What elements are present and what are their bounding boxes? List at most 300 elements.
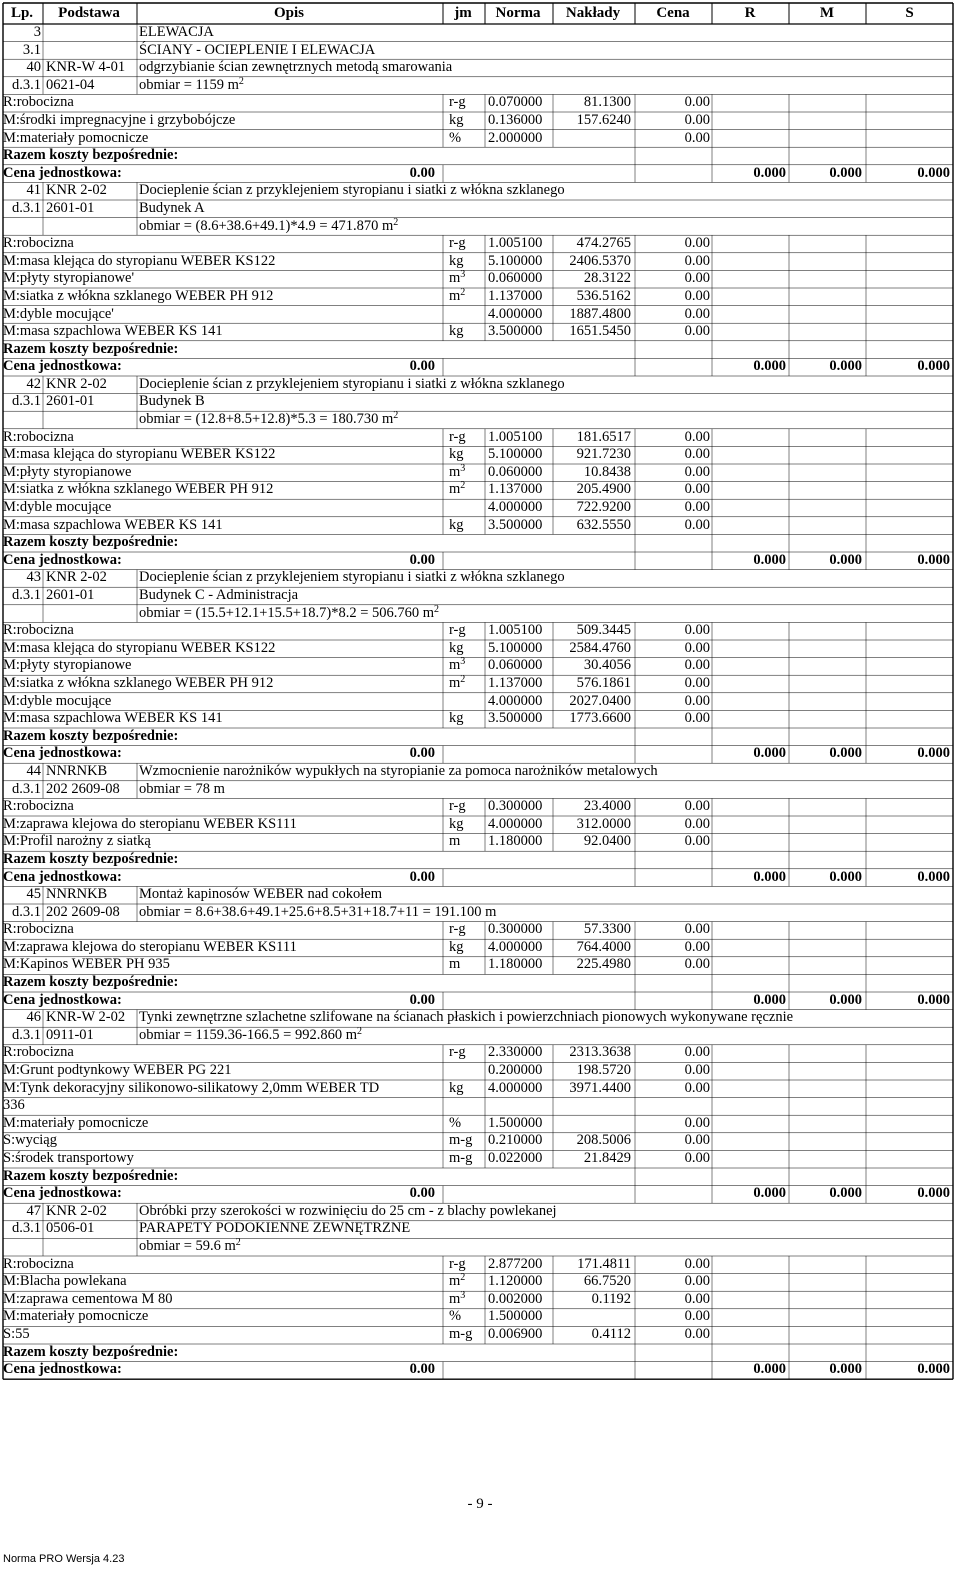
- resource-norm: [488, 798, 542, 816]
- position-description: [139, 411, 398, 429]
- resource-name: [3, 675, 273, 693]
- resource-norm: [488, 939, 542, 957]
- resource-row: [3, 1256, 953, 1274]
- resource-norm-text: 1.180000: [488, 956, 543, 973]
- position-lp: [3, 904, 41, 922]
- unit-price-label: [3, 165, 122, 183]
- resource-price-text: 0.00: [684, 323, 710, 340]
- cost-estimate-table: [3, 3, 953, 1379]
- resource-amount-text: 722.9200: [576, 499, 631, 516]
- resource-norm-text: 1.500000: [488, 1114, 543, 1131]
- unit-price-label-text: Cena jednostkowa:: [3, 868, 122, 885]
- position-description: [139, 763, 658, 781]
- resource-norm: [488, 921, 542, 939]
- resource-name-text: R:robocizna: [3, 94, 74, 111]
- resource-amount: [553, 833, 631, 851]
- resource-amount-text: 576.1861: [576, 674, 631, 691]
- unit-price-total-text: 0.00: [409, 1185, 435, 1202]
- resource-unit: [449, 622, 466, 640]
- resource-row: [3, 499, 953, 517]
- resource-unit: [449, 288, 465, 306]
- resource-norm-text: 0.136000: [488, 111, 543, 128]
- unit-price-s: [866, 165, 950, 183]
- resource-price-text: 0.00: [684, 446, 710, 463]
- resource-name: [3, 1308, 148, 1326]
- resource-price: [638, 253, 710, 271]
- resource-norm-text: 4.000000: [488, 692, 543, 709]
- position-description-text: Montaż kapinosów WEBER nad cokołem: [139, 886, 382, 903]
- resource-amount-text: 474.2765: [576, 235, 631, 252]
- resource-norm: [488, 675, 542, 693]
- position-row: [3, 182, 953, 200]
- resource-unit-superscript: 2: [460, 286, 466, 298]
- unit-price-label-text: Cena jednostkowa:: [3, 551, 122, 568]
- header-s: S: [905, 5, 914, 21]
- resource-amount-text: 57.3300: [583, 921, 631, 938]
- position-basis-text: 0621-04: [46, 76, 95, 93]
- chapter-number: [3, 24, 41, 42]
- direct-costs-label-text: Razem koszty bezpośrednie:: [3, 340, 179, 357]
- unit-price-total: [333, 745, 435, 763]
- resource-row: [3, 956, 953, 974]
- resource-price: [638, 798, 710, 816]
- position-basis: [46, 1027, 94, 1045]
- resource-amount: [553, 446, 631, 464]
- resource-norm: [488, 1132, 542, 1150]
- position-lp-text: d.3.1: [12, 1026, 41, 1043]
- resource-price: [638, 306, 710, 324]
- resource-price-text: 0.00: [684, 1150, 710, 1166]
- position-basis-text: 2601-01: [46, 393, 95, 410]
- position-basis-text: 0911-01: [46, 1026, 94, 1043]
- position-description: [139, 1238, 241, 1256]
- resource-row: [3, 816, 953, 834]
- resource-price-text: 0.00: [684, 921, 710, 938]
- resource-unit: [449, 323, 464, 341]
- unit-price-s: [866, 992, 950, 1010]
- unit-price-m-text: 0.000: [829, 991, 862, 1008]
- unit-price-r-text: 0.000: [753, 164, 786, 181]
- resource-unit-text: kg: [449, 323, 464, 340]
- resource-unit-text: m: [449, 287, 461, 304]
- resource-amount-text: 3971.4400: [569, 1079, 631, 1096]
- resource-row: [3, 517, 953, 535]
- resource-row: [3, 1080, 953, 1098]
- resource-amount-text: 181.6517: [576, 428, 631, 445]
- position-row: [3, 393, 953, 411]
- position-basis-text: 202 2609-08: [46, 780, 120, 797]
- position-description: [139, 781, 225, 799]
- position-description-text: obmiar = 8.6+38.6+49.1+25.6+8.5+31+18.7+11 = 191.100 m: [139, 903, 497, 920]
- resource-row: [3, 1273, 953, 1291]
- resource-name-text: M:siatka z włókna szklanego WEBER PH 912: [3, 287, 274, 304]
- direct-costs-label-text: Razem koszty bezpośrednie:: [3, 1343, 179, 1360]
- position-description-superscript: 2: [357, 1025, 362, 1037]
- unit-price-r-text: 0.000: [753, 991, 786, 1008]
- direct-costs-label-text: Razem koszty bezpośrednie:: [3, 727, 179, 744]
- table-body: [3, 24, 953, 1379]
- resource-price: [638, 130, 710, 148]
- resource-amount-text: 2313.3638: [569, 1044, 631, 1061]
- resource-name-text: M:zaprawa cementowa M 80: [3, 1290, 173, 1307]
- header-m: M: [819, 5, 835, 21]
- resource-amount: [553, 657, 631, 675]
- resource-name: [3, 112, 235, 130]
- resource-unit-text: r-g: [449, 1044, 466, 1061]
- direct-costs-label: [3, 341, 178, 359]
- unit-price-s-text: 0.000: [917, 358, 950, 375]
- position-description-text: obmiar = (8.6+38.6+49.1)*4.9 = 471.870 m: [139, 217, 394, 234]
- resource-amount: [553, 270, 631, 288]
- unit-price-row: [3, 869, 953, 887]
- resource-unit-superscript: 3: [460, 269, 466, 281]
- unit-price-m-text: 0.000: [829, 358, 862, 375]
- resource-price-text: 0.00: [684, 815, 710, 832]
- unit-price-label-text: Cena jednostkowa:: [3, 358, 122, 375]
- resource-norm-text: 3.500000: [488, 323, 543, 340]
- resource-price: [638, 693, 710, 711]
- resource-unit-superscript: 3: [460, 462, 466, 474]
- resource-name: [3, 1256, 74, 1274]
- direct-costs-label: [3, 851, 178, 869]
- resource-unit-text: %: [449, 129, 462, 146]
- resource-norm-text: 1.005100: [488, 235, 543, 252]
- position-row: [3, 886, 953, 904]
- unit-price-total: [333, 358, 435, 376]
- resource-unit-superscript: 3: [460, 656, 466, 668]
- header-cena: Cena: [656, 5, 690, 21]
- position-basis: [46, 763, 107, 781]
- unit-price-s: [866, 552, 950, 570]
- resource-amount: [553, 1132, 631, 1150]
- resource-price-text: 0.00: [684, 1325, 710, 1342]
- position-lp: [3, 1027, 41, 1045]
- resource-name-text: M:masa klejąca do styropianu WEBER KS122: [3, 252, 276, 269]
- resource-unit-text: kg: [449, 639, 464, 656]
- resource-unit: [449, 1308, 461, 1326]
- unit-price-m-text: 0.000: [829, 868, 862, 885]
- resource-price: [638, 956, 710, 974]
- position-basis-text: KNR-W 2-02: [46, 1009, 126, 1026]
- position-description-superscript: 2: [238, 75, 244, 87]
- resource-unit-superscript: 2: [460, 480, 466, 492]
- resource-unit-text: m: [449, 657, 461, 674]
- resource-row: [3, 94, 953, 112]
- position-description-text: PARAPETY PODOKIENNE ZEWNĘTRZNE: [139, 1220, 411, 1237]
- resource-unit-text: kg: [449, 252, 464, 269]
- unit-price-total-text: 0.00: [409, 868, 435, 885]
- unit-price-s-text: 0.000: [917, 164, 950, 181]
- position-description: [139, 1027, 362, 1045]
- resource-norm: [488, 693, 542, 711]
- resource-amount: [553, 921, 631, 939]
- resource-unit-text: kg: [449, 111, 464, 128]
- resource-unit: [449, 956, 460, 974]
- resource-price-text: 0.00: [684, 235, 710, 252]
- resource-unit-text: r-g: [449, 798, 466, 815]
- position-lp-text: 46: [26, 1009, 41, 1026]
- resource-norm-text: 1.137000: [488, 287, 543, 304]
- resource-row: [3, 130, 953, 148]
- resource-unit: [449, 1132, 472, 1150]
- resource-price-text: 0.00: [684, 287, 710, 304]
- position-description-superscript: 2: [434, 603, 440, 615]
- resource-row: [3, 323, 953, 341]
- resource-amount: [553, 1273, 631, 1291]
- resource-price-text: 0.00: [684, 1273, 710, 1290]
- resource-name-text: M:dyble mocujące': [3, 305, 114, 322]
- resource-name: [3, 517, 223, 535]
- resource-amount: [553, 1080, 631, 1098]
- resource-norm-text: 0.006900: [488, 1325, 543, 1342]
- resource-norm: [488, 270, 542, 288]
- resource-unit-text: r-g: [449, 921, 466, 938]
- resource-price-text: 0.00: [684, 1132, 710, 1149]
- resource-unit-text: m: [449, 463, 461, 480]
- resource-norm-text: 4.000000: [488, 815, 543, 832]
- header-opis: Opis: [273, 5, 304, 21]
- position-description-text: obmiar = 1159 m: [139, 76, 239, 93]
- resource-norm: [488, 481, 542, 499]
- position-description-text: Wzmocnienie narożników wypukłych na styropianie za pomoca narożników metalowych: [139, 762, 658, 779]
- resource-unit: [449, 816, 464, 834]
- resource-name-text: M:zaprawa klejowa do steropianu WEBER KS111: [3, 815, 297, 832]
- unit-price-r: [714, 1361, 786, 1379]
- resource-amount: [553, 1256, 631, 1274]
- resource-norm: [488, 1080, 542, 1098]
- resource-row: [3, 235, 953, 253]
- resource-norm-text: 5.100000: [488, 252, 543, 269]
- direct-costs-label-text: Razem koszty bezpośrednie:: [3, 850, 179, 867]
- resource-name: [3, 253, 275, 271]
- resource-unit-superscript: 3: [460, 1289, 466, 1301]
- resource-row: [3, 1308, 953, 1326]
- position-lp-text: 43: [26, 569, 41, 586]
- unit-price-s-text: 0.000: [917, 868, 950, 885]
- resource-norm: [488, 956, 542, 974]
- unit-price-m-text: 0.000: [829, 745, 862, 762]
- resource-amount-text: 0.4112: [591, 1325, 631, 1342]
- resource-unit: [449, 939, 464, 957]
- unit-price-row: [3, 1185, 953, 1203]
- resource-row: [3, 939, 953, 957]
- position-basis-text: 2601-01: [46, 587, 95, 603]
- resource-price-text: 0.00: [684, 798, 710, 815]
- resource-row: [3, 446, 953, 464]
- resource-unit: [449, 675, 465, 693]
- position-description: [139, 605, 439, 623]
- resource-norm-text: 0.210000: [488, 1132, 543, 1149]
- resource-amount: [553, 323, 631, 341]
- resource-name: [3, 94, 74, 112]
- resource-unit-text: r-g: [449, 1255, 466, 1272]
- resource-name: [3, 323, 223, 341]
- resource-name-text: R:robocizna: [3, 622, 74, 639]
- unit-price-label-text: Cena jednostkowa:: [3, 1185, 122, 1202]
- unit-price-s-text: 0.000: [917, 745, 950, 762]
- position-basis: [46, 1203, 107, 1221]
- resource-norm: [488, 710, 542, 728]
- unit-price-label-text: Cena jednostkowa:: [3, 164, 122, 181]
- resource-amount: [553, 798, 631, 816]
- position-basis: [46, 781, 120, 799]
- position-lp: [3, 77, 41, 95]
- resource-price: [638, 1291, 710, 1309]
- resource-unit-text: r-g: [449, 428, 466, 445]
- position-basis: [46, 587, 94, 605]
- resource-price: [638, 235, 710, 253]
- resource-price-text: 0.00: [684, 516, 710, 533]
- position-row: [3, 200, 953, 218]
- position-basis: [46, 77, 94, 95]
- resource-price: [638, 921, 710, 939]
- resource-norm: [488, 1115, 542, 1133]
- resource-row: [3, 622, 953, 640]
- position-description: [139, 77, 244, 95]
- position-description: [139, 1009, 793, 1027]
- resource-amount: [553, 640, 631, 658]
- resource-norm-text: 0.300000: [488, 921, 543, 938]
- header-lp: Lp.: [10, 5, 34, 21]
- resource-row: [3, 1044, 953, 1062]
- resource-norm: [488, 499, 542, 517]
- resource-row: [3, 429, 953, 447]
- resource-name-text: M:Tynk dekoracyjny silikonowo-silikatowy 2,0mm WEBER TD: [3, 1079, 380, 1096]
- resource-norm-text: 1.137000: [488, 674, 543, 691]
- position-description: [139, 59, 452, 77]
- header-podstawa: Podstawa: [58, 5, 120, 21]
- resource-amount-text: 157.6240: [576, 111, 631, 128]
- resource-price: [638, 481, 710, 499]
- resource-unit-text: m: [449, 956, 461, 973]
- resource-name: [3, 499, 111, 517]
- resource-amount-text: 28.3122: [583, 270, 631, 287]
- direct-costs-label: [3, 974, 178, 992]
- resource-unit-text: kg: [449, 516, 464, 533]
- resource-unit-text: r-g: [449, 235, 466, 252]
- resource-amount-text: 171.4811: [577, 1255, 631, 1272]
- position-basis-text: KNR 2-02: [46, 1202, 107, 1219]
- resource-unit: [449, 1256, 466, 1274]
- position-description: [139, 569, 565, 587]
- resource-norm-text: 0.060000: [488, 463, 543, 480]
- unit-price-m-text: 0.000: [829, 551, 862, 568]
- resource-price: [638, 710, 710, 728]
- unit-price-label: [3, 869, 122, 887]
- position-description-text: obmiar = (15.5+12.1+15.5+18.7)*8.2 = 506.760 m: [139, 604, 435, 621]
- position-description-text: Obróbki przy szerokości w rozwinięciu do 25 cm - z blachy powlekanej: [139, 1202, 557, 1219]
- unit-price-r: [714, 992, 786, 1010]
- resource-unit: [449, 1080, 464, 1098]
- direct-costs-row: [3, 534, 953, 552]
- unit-price-s-text: 0.000: [917, 1185, 950, 1202]
- position-description-superscript: 2: [235, 1236, 241, 1248]
- resource-price-text: 0.00: [684, 956, 710, 973]
- position-description-superscript: 2: [393, 410, 399, 422]
- resource-name: [3, 270, 134, 288]
- resource-name: [3, 710, 223, 728]
- unit-price-r-text: 0.000: [753, 745, 786, 762]
- resource-price-text: 0.00: [684, 674, 710, 691]
- unit-price-total: [333, 552, 435, 570]
- resource-norm: [488, 94, 542, 112]
- position-lp: [3, 1203, 41, 1221]
- position-description-text: Budynek A: [139, 199, 205, 216]
- resource-name: [3, 1080, 379, 1098]
- resource-row: [3, 921, 953, 939]
- resource-amount-text: 92.0400: [583, 833, 631, 850]
- resource-unit: [449, 235, 466, 253]
- resource-name: [3, 798, 74, 816]
- position-description-text: Budynek C - Administracja: [139, 587, 299, 603]
- position-basis: [46, 376, 107, 394]
- resource-price-text: 0.00: [684, 833, 710, 850]
- resource-name-text: R:robocizna: [3, 428, 74, 445]
- unit-price-label: [3, 552, 122, 570]
- resource-norm-text: 2.000000: [488, 129, 543, 146]
- resource-unit-text: m: [449, 674, 461, 691]
- resource-price: [638, 640, 710, 658]
- position-basis-text: KNR 2-02: [46, 375, 107, 392]
- chapter-title-text: ELEWACJA: [139, 24, 214, 40]
- resource-unit-text: m: [449, 481, 461, 498]
- resource-row: [3, 306, 953, 324]
- resource-price: [638, 939, 710, 957]
- resource-name: [3, 235, 74, 253]
- resource-unit: [449, 1150, 472, 1168]
- position-row: [3, 1238, 953, 1256]
- resource-amount: [553, 816, 631, 834]
- resource-amount-text: 10.8438: [583, 463, 631, 480]
- resource-norm-text: 2.877200: [488, 1255, 543, 1272]
- resource-norm: [488, 1308, 542, 1326]
- resource-name: [3, 833, 151, 851]
- resource-norm: [488, 517, 542, 535]
- unit-price-m: [790, 745, 862, 763]
- position-row: [3, 77, 953, 95]
- position-description: [139, 886, 382, 904]
- resource-name: [3, 921, 74, 939]
- unit-price-label: [3, 358, 122, 376]
- position-lp-text: d.3.1: [12, 1220, 41, 1237]
- unit-price-m-text: 0.000: [829, 1185, 862, 1202]
- resource-price-text: 0.00: [684, 463, 710, 480]
- resource-norm-text: 4.000000: [488, 499, 543, 516]
- resource-norm-text: 0.070000: [488, 94, 543, 111]
- resource-price: [638, 1044, 710, 1062]
- position-lp-text: 42: [26, 375, 41, 392]
- resource-amount-text: 66.7520: [583, 1273, 631, 1290]
- resource-unit-text: m-g: [449, 1325, 473, 1342]
- resource-price: [638, 446, 710, 464]
- resource-unit: [449, 833, 460, 851]
- resource-amount-text: 208.5006: [576, 1132, 631, 1149]
- direct-costs-row: [3, 1344, 953, 1362]
- position-description: [139, 200, 205, 218]
- resource-unit: [449, 1326, 472, 1344]
- resource-price: [638, 94, 710, 112]
- resource-name: [3, 446, 275, 464]
- position-lp: [3, 569, 41, 587]
- resource-name: [3, 1097, 25, 1115]
- resource-norm: [488, 464, 542, 482]
- resource-price: [638, 622, 710, 640]
- resource-name: [3, 640, 275, 658]
- unit-price-s: [866, 745, 950, 763]
- resource-norm-text: 0.060000: [488, 657, 543, 674]
- resource-norm-text: 1.005100: [488, 428, 543, 445]
- resource-name: [3, 1273, 127, 1291]
